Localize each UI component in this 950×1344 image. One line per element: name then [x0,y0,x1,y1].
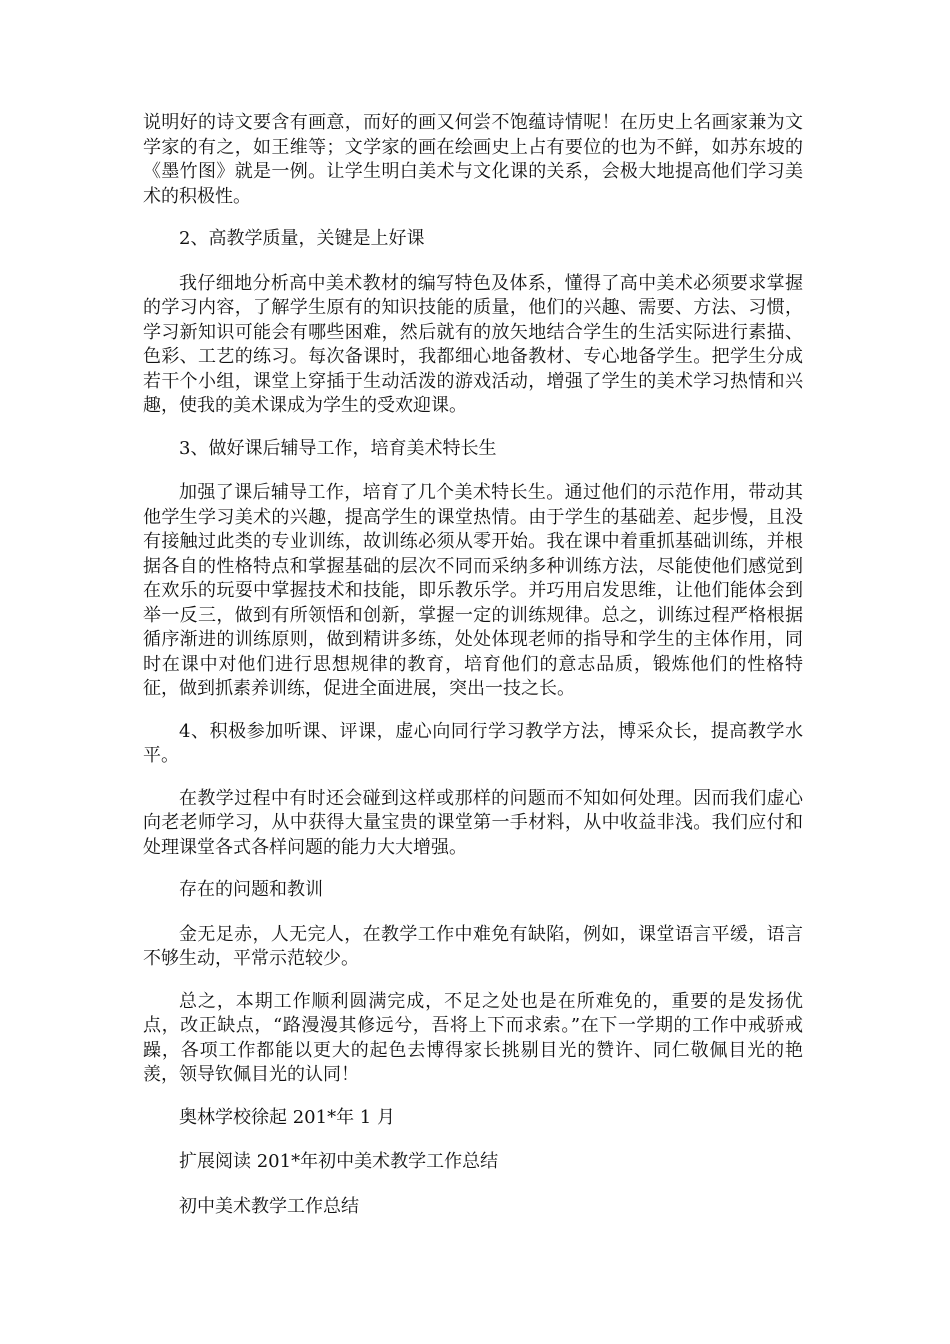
heading-teaching-quality: 2、高教学质量，关键是上好课 [179,228,425,249]
section-title: 初中美术教学工作总结 [179,1195,359,1217]
signature-line: 奥林学校徐起 201*年 1 月 [179,1106,395,1128]
document-body [143,111,803,1239]
extended-reading-title: 扩展阅读 201*年初中美术教学工作总结 [179,1151,499,1172]
paragraph-attend-lectures: 4、积极参加听课、评课，虚心向同行学习教学方法，博采众长，提高教学水平。 [143,720,803,766]
heading-after-class-tutoring: 3、做好课后辅导工作，培育美术特长生 [179,437,497,459]
heading-problems: 存在的问题和教训 [179,879,323,900]
paragraph-tutoring: 加强了课后辅导工作，培育了几个美术特长生。通过他们的示范作用，带动其他学生学习美术的兴趣，提高学生的课堂热情。由于学生的基础差、起步慢，且没有接触过此类的专业训练，故训练必须从零开始。我在课中着重抓基础训练，并根据各自的性格特点和掌握基础的层次不同而采纳多种训练方法，尽能使他们感觉到在欢乐的玩耍中掌握技术和技能，即乐教乐学。并巧用启发思维，让他们能体会到举一反三，做到有所领悟和创新，掌握一定的训练规律。总之，训练过程严格根据循序渐进的训练原则，做到精讲多练，处处体现老师的指导和学生的主体作用，同时在课中对他们进行思想规律的教育，培育他们的意志品质，锻炼他们的性格特征，做到抓素养训练，促进全面进展，突出一技之长。 [143,482,803,699]
paragraph-analysis: 我仔细地分析高中美术教材的编写特色及体系，懂得了高中美术必须要求掌握的学习内容，了解学生原有的知识技能的质量，他们的兴趣、需要、方法、习惯，学习新知识可能会有哪些困难，然后就有的放矢地结合学生的生活实际进行素描、色彩、工艺的练习。每次备课时，我都细心地备教材、专心地备学生。把学生分成若干个小组，课堂上穿插于生动活泼的游戏活动，增强了学生的美术学习热情和兴趣，使我的美术课成为学生的受欢迎课。 [143,272,803,416]
paragraph-shortcomings: 金无足赤，人无完人，在教学工作中难免有缺陷，例如，课堂语言平缓，语言不够生动，平常示范较少。 [143,923,803,969]
paragraph-conclusion: 总之，本期工作顺利圆满完成，不足之处也是在所难免的，重要的是发扬优点，改正缺点，“路漫漫其修远兮，吾将上下而求索。”在下一学期的工作中戒骄戒躁，各项工作都能以更大的起色去博得家长挑剔目光的赞许、同仁敬佩目光的艳羡，领导钦佩目光的认同！ [143,990,803,1085]
paragraph-learning-process: 在教学过程中有时还会碰到这样或那样的问题而不知如何处理。因而我们虚心向老老师学习，从中获得大量宝贵的课堂第一手材料，从中收益非浅。我们应付和处理课堂各式各样问题的能力大大增强。 [143,787,803,858]
paragraph-poetry-painting: 说明好的诗文要含有画意，而好的画又何尝不饱蕴诗情呢！在历史上名画家兼为文学家的有之，如王维等；文学家的画在绘画史上占有要位的也为不鲜，如苏东坡的《墨竹图》就是一例。让学生明白美术与文化课的关系，会极大地提高他们学习美术的积极性。 [143,112,803,207]
